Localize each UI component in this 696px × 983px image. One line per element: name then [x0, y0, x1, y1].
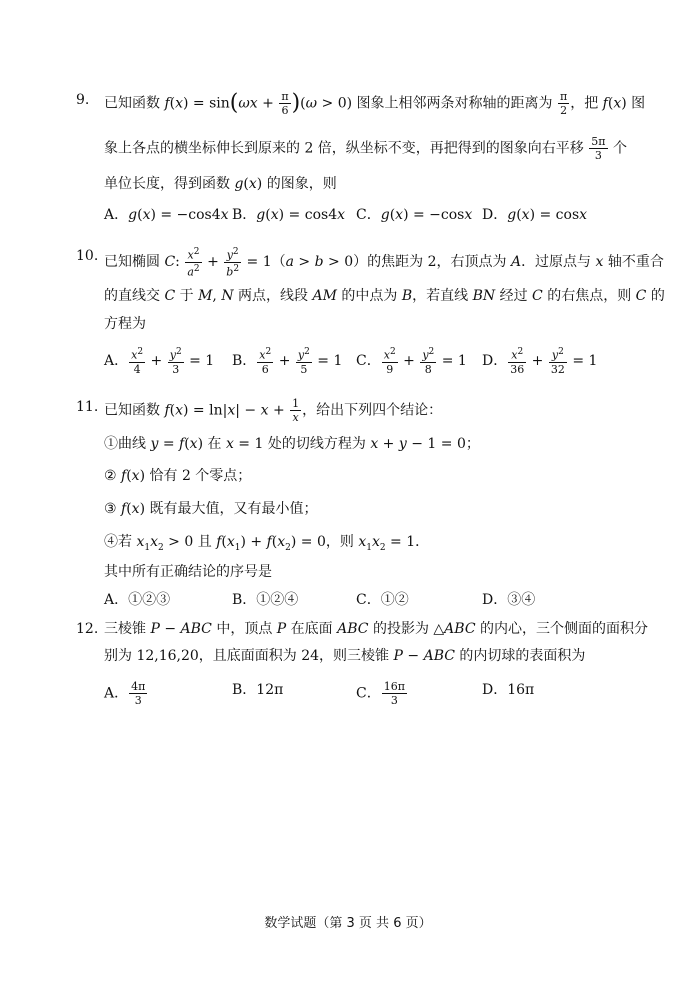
q9-option-c: C．g(x) = −cosx [356, 207, 473, 223]
q9-option-d: D．g(x) = cosx [482, 207, 588, 223]
question-11-number: 11. [76, 399, 99, 415]
question-10-number: 10. [76, 248, 99, 264]
question-12-line-2: 别为 12,16,20，且底面面积为 24，则三棱锥 P − ABC 的内切球的表面积为 [104, 648, 586, 664]
question-10-line-1: 已知椭圆 C: $\frac{x^2}{a^2}$ + $\frac{y^2}{b^2}$ = 1（a > b > 0）的焦距为 2，右顶点为 A．过原点与 x 轴不重合 [104, 247, 664, 279]
q11-option-a: A．①②③ [104, 592, 171, 608]
question-10-line-3: 方程为 [104, 316, 146, 332]
question-9-line-1: 已知函数 f(x) = sin(ωx + $\frac{\pi}{6}$ )(ω > 0) 图象上相邻两条对称轴的距离为 $\frac{\pi}{2}$ ，把 f(x) 图 [104, 90, 646, 117]
q10-option-a: A． $\frac{x^2}{4}$ + $\frac{y^2}{3}$ = 1 [104, 347, 215, 376]
q12-option-c: C． $\frac{16\pi}{3}$ [356, 680, 405, 707]
q9-option-b: B．g(x) = cos4x [232, 207, 346, 223]
question-10-line-2: 的直线交 C 于 M, N 两点，线段 AM 的中点为 B，若直线 BN 经过 C 的右焦点，则 C 的 [104, 288, 665, 304]
q11-option-d: D．③④ [482, 592, 536, 608]
q10-option-b: B． $\frac{x^2}{6}$ + $\frac{y^2}{5}$ = 1 [232, 347, 343, 376]
q12-option-a: A． $\frac{4\pi}{3}$ [104, 680, 146, 707]
q9-option-a: A．g(x) = −cos4x [104, 207, 229, 223]
question-12-line-1: 三棱锥 P − ABC 中，顶点 P 在底面 ABC 的投影为 △ABC 的内心，三个侧面的面积分 [104, 621, 648, 637]
question-12-number: 12. [76, 621, 99, 637]
q11-option-c: C．①② [356, 592, 409, 608]
q10-option-d: D． $\frac{x^2}{36}$ + $\frac{y^2}{32}$ = 1 [482, 347, 598, 376]
q10-option-c: C． $\frac{x^2}{9}$ + $\frac{y^2}{8}$ = 1 [356, 347, 467, 376]
q11-option-b: B．①②④ [232, 592, 299, 608]
question-9-line-3: 单位长度，得到函数 g(x) 的图象，则 [104, 176, 337, 192]
question-11-statement-4: ④若 $x_1x_2 > 0$ 且 $f(x_1) + f(x_2) = 0$，则 $x_1x_2 = 1$． [104, 534, 430, 553]
question-11-line-1: 已知函数 f(x) = ln|x| − x + $\frac{1}{x}$ ，给出下列四个结论： [104, 397, 443, 424]
question-9-line-2: 象上各点的横坐标伸长到原来的 2 倍，纵坐标不变，再把得到的图象向右平移 $\frac{5\pi}{3}$ 个 [104, 135, 627, 162]
question-9-number: 9. [76, 92, 90, 108]
page-footer: 数学试题（第 3 页 共 6 页） [264, 916, 432, 931]
q12-option-b: B．12π [232, 682, 284, 698]
question-11-statement-3: ③ f(x) 既有最大值，又有最小值； [104, 501, 318, 517]
question-11-prompt: 其中所有正确结论的序号是 [104, 564, 272, 580]
question-11-statement-1: ①曲线 y = f(x) 在 x = 1 处的切线方程为 x + y − 1 = 0； [104, 436, 480, 452]
question-11-statement-2: ② f(x) 恰有 2 个零点； [104, 468, 252, 484]
q12-option-d: D．16π [482, 682, 535, 698]
